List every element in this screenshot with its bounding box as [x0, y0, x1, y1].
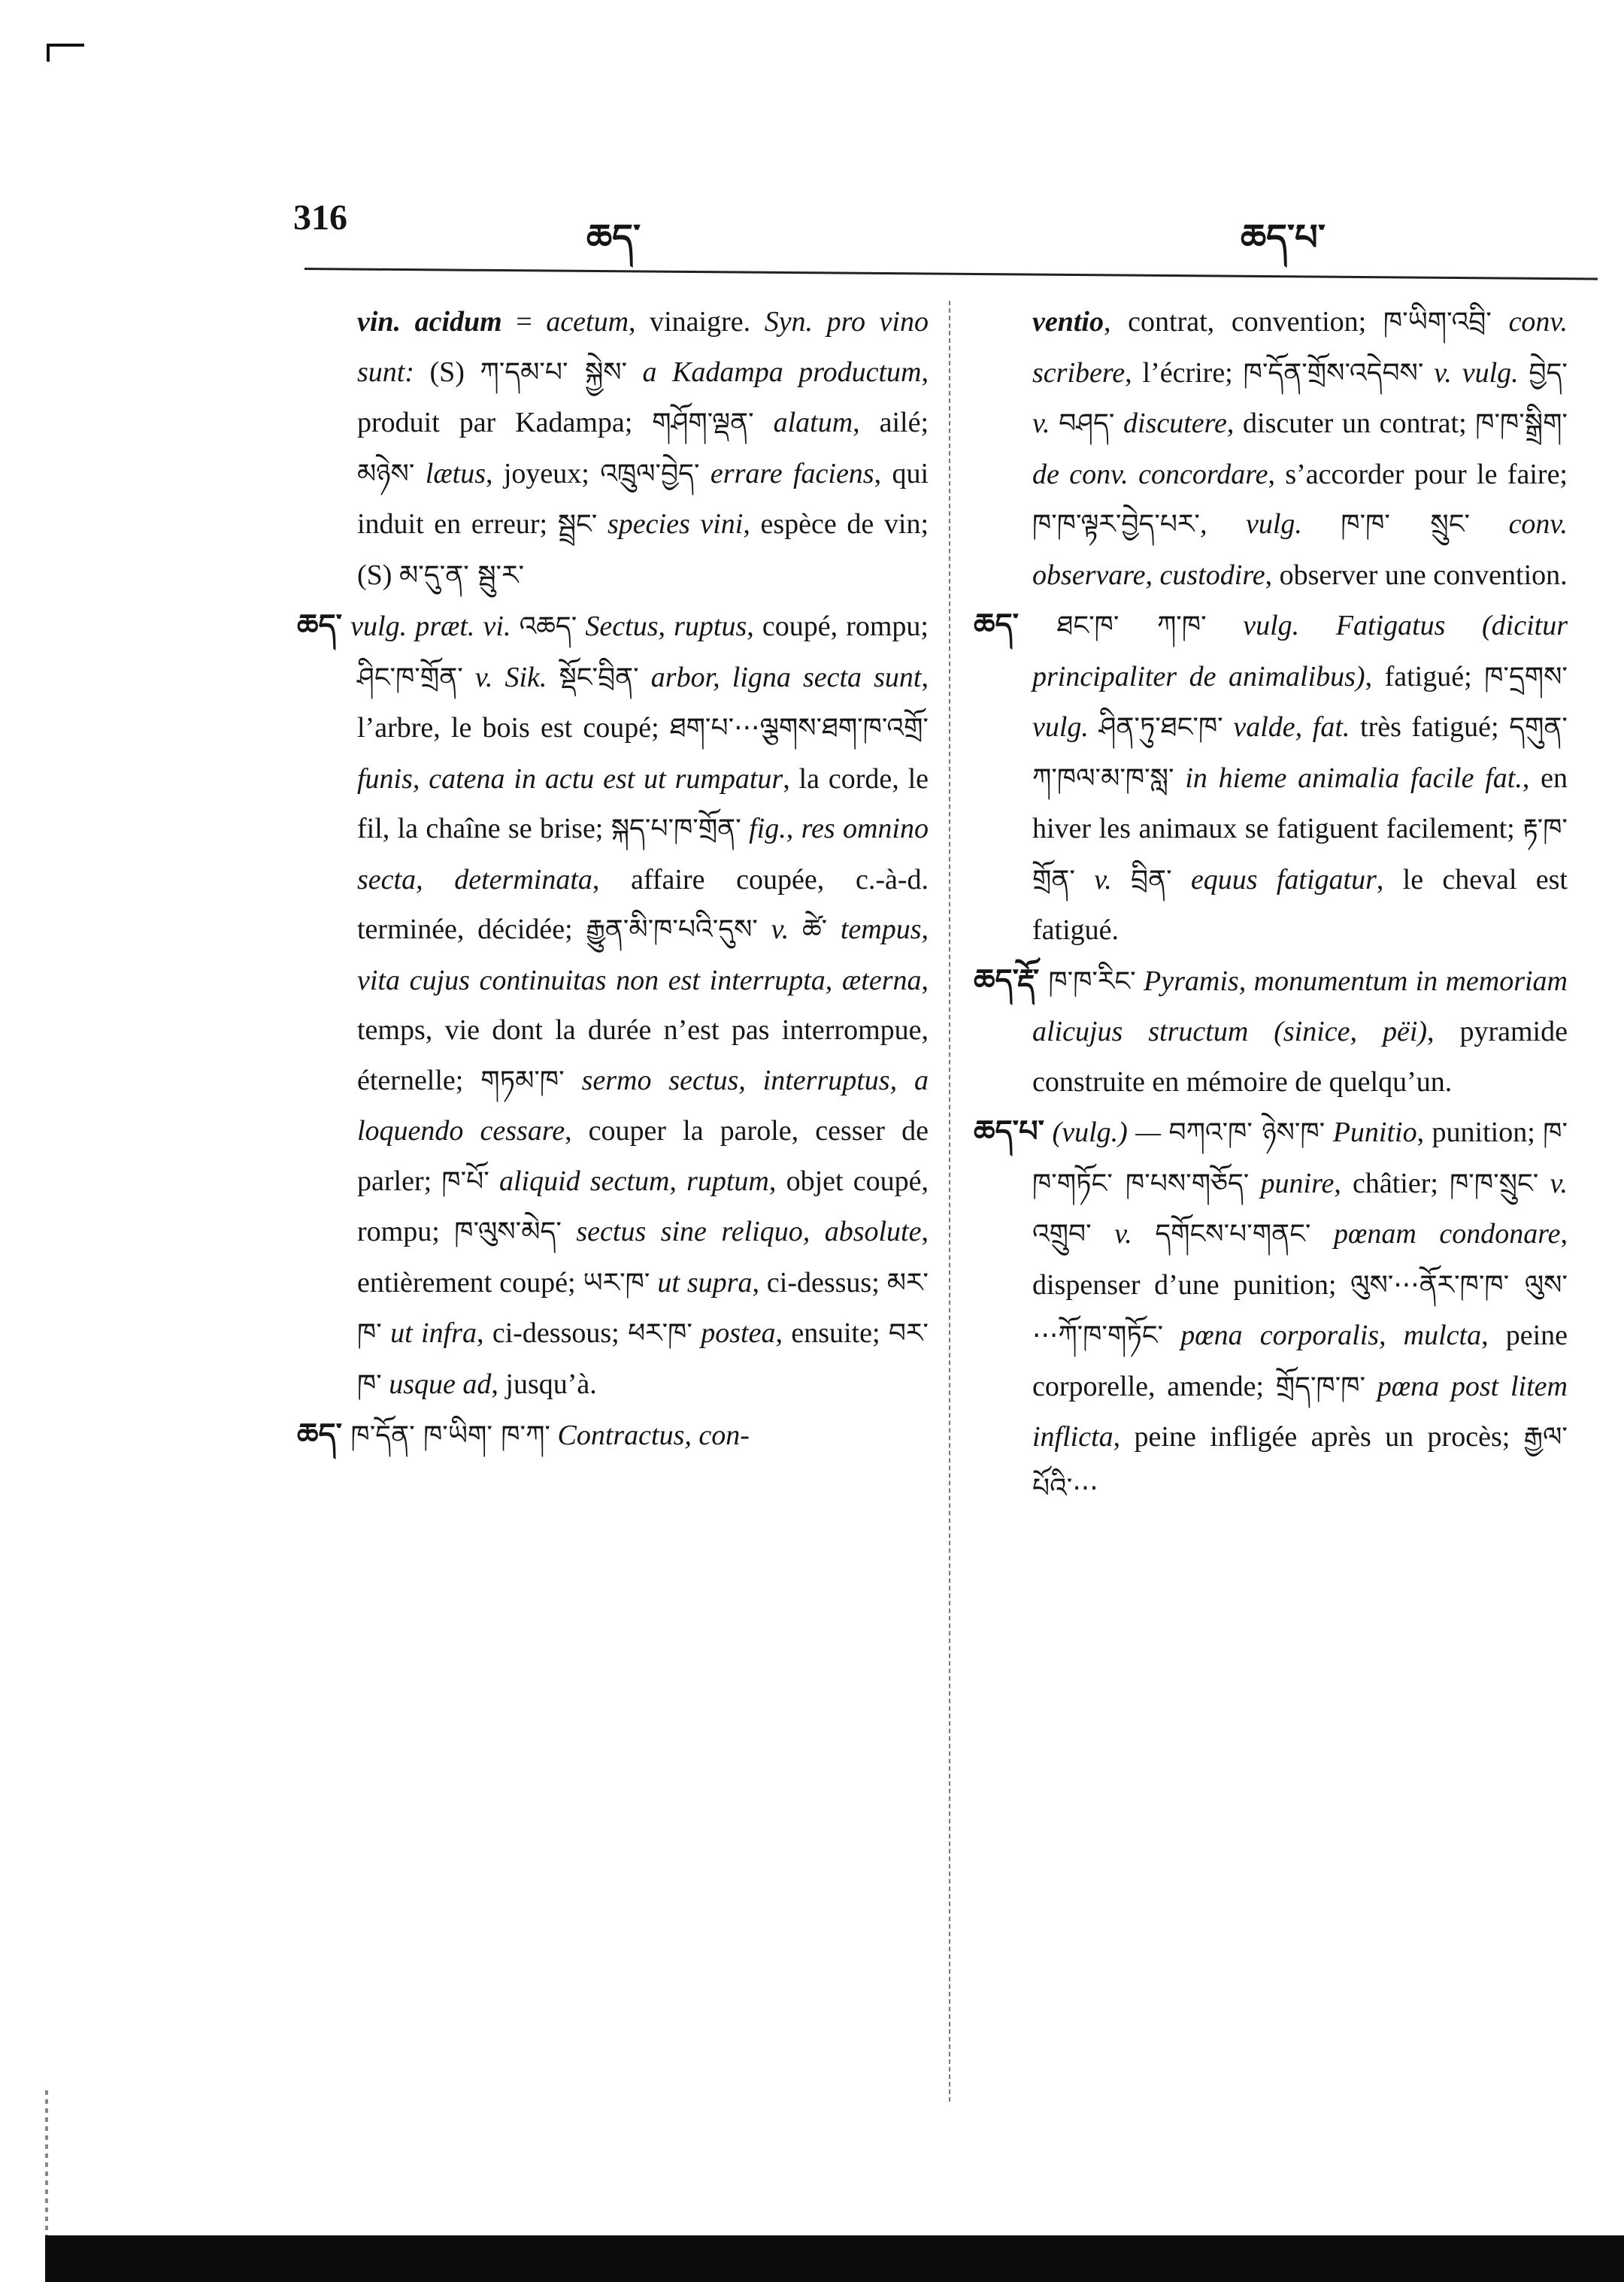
dictionary-entry: ཆད་ vulg. præt. vi. འཆད་ Sectus, ruptus, coupé, rompu; ཤིང་ཁ་གྲོན་ v. Sik. སྡོང་བྲིན་ arbor, ligna secta sunt, l’arbre, le bois est coupé; ཐག་པ་···ལྕགས་ཐག་ཁ་འགྲོ་ funis, catena in actu est ut rumpatur, la corde, le fil, la chaîne se brise; སྐད་པ་ཁ་གྲོན་ fig., res omnino secta, determinata, affaire coupée, c.-à-d. terminée, décidée; རྒྱུན་མི་ཁ་པའི་དུས་ v. ཚེ་ tempus, vita cujus continuitas non est interrupta, æterna, temps, vie dont la durée n’est pas interrompue, éternelle; གཏམ་ཁ་ sermo sectus, interruptus, a loquendo cessare, couper la parole, cesser de parler; ཁ་པོ་ aliquid sectum, ruptum, objet coupé, rompu; ཁ་ལུས་མེད་ sectus sine reliquo, absolute, entièrement coupé; ཡར་ཁ་ ut supra, ci-dessus; མར་ཁ་ ut infra, ci-dessous; ཕར་ཁ་ postea, ensuite; བར་ཁ་ usque ad, jusqu’à. — [297, 608, 929, 1400]
entry-headword: ཆད་རྡོ་ — [974, 962, 1040, 998]
entry-continuation: ventio, contrat, convention; ཁ་ཡིག་འབྲི་ conv. scribere, l’écrire; ཁ་དོན་གྲོས་འདེབས་ v. vulg. བྱེད་ v. བཤད་ discutere, discuter un contrat; ཁ་ཁ་སྒྲིག་ de conv. concordare, s’accorder pour le faire; ཁ་ཁ་ལྟར་བྱེད་པར་, vulg. ཁ་ཁ་ སྲུང་ conv. observare, custodire, observer une convention. — [1032, 306, 1568, 591]
dictionary-entry: ཆད་པ་ (vulg.) — བཀའ་ཁ་ ཉེས་ཁ་ Punitio, punition; ཁ་ཁ་གཏོང་ ཁ་པས་གཅོད་ punire, châtier; ཁ་ཁ་སྲུང་ v. འགྲུབ་ v. དགོངས་པ་གནང་ pœnam condonare, dispenser d’une punition; ལུས་···ནོར་ཁ་ཁ་ ལུས་···ཀོ་ཁ་གཏོང་ pœna corporalis, mulcta, peine corporelle, amende; གྲོད་ཁ་ཁ་ pœna post litem inflicta, peine infligée après un procès; རྒྱལ་པོའི་··· — [974, 1114, 1568, 1504]
page-header — [293, 197, 1624, 259]
entry-continuation: vin. acidum = acetum, vinaigre. Syn. pro vino sunt: (S) ཀ་དམ་པ་ སྐྱེས་ a Kadampa productum, produit par Kadampa; གཤོག་ལྡན་ alatum, ailé; མཉེས་ lætus, joyeux; འཁྲུལ་བྱེད་ errare faciens, qui induit en erreur; སྦྲང་ species vini, espèce de vin; (S) མ་དུ་ན་ སྦུ་ར་ — [357, 306, 929, 591]
entry-headword: ཆད་ — [297, 1417, 343, 1452]
dictionary-entry: ཆད་རྡོ་ ཁ་ཁ་རིང་ Pyramis, monumentum in memoriam alicujus structum (sinice, pëi), pyramide construite en mémoire de quelqu’un. — [974, 962, 1568, 1098]
left-column — [297, 297, 929, 1462]
entry-headword: ཆད་ — [297, 608, 343, 643]
scan-bottom-border — [45, 2235, 1624, 2282]
right-column — [974, 297, 1568, 1514]
entry-headword: ཆད་ — [974, 608, 1020, 642]
header-rule — [304, 268, 1598, 280]
scan-corner-mark — [47, 44, 84, 62]
dictionary-entry: ཆད་ ཐང་ཁ་ ཀ་ཁ་ vulg. Fatigatus (dicitur principaliter de animalibus), fatigué; ཁ་དྲགས་ vulg. ཤིན་ཏུ་ཐང་ཁ་ valde, fat. très fatigué; དགུན་ཀ་ཁལ་མ་ཁ་སླ་ in hieme animalia facile fat., en hiver les animaux se fatiguent facilement; རྟ་ཁ་ གྲོན་ v. བྲིན་ equus fatigatur, le cheval est fatigué. — [974, 608, 1568, 946]
running-head-left: ཆད་ — [586, 217, 641, 259]
page-number: 316 — [293, 198, 347, 238]
dictionary-entry: ཆད་ ཁ་དོན་ ཁ་ཡིག་ ཁ་ཀ་ Contractus, con- — [297, 1417, 750, 1452]
scan-edge-shadow — [45, 2090, 48, 2235]
running-head-right: ཆད་པ་ — [1241, 217, 1326, 259]
entry-headword: ཆད་པ་ — [974, 1114, 1045, 1149]
column-divider — [949, 301, 950, 2102]
